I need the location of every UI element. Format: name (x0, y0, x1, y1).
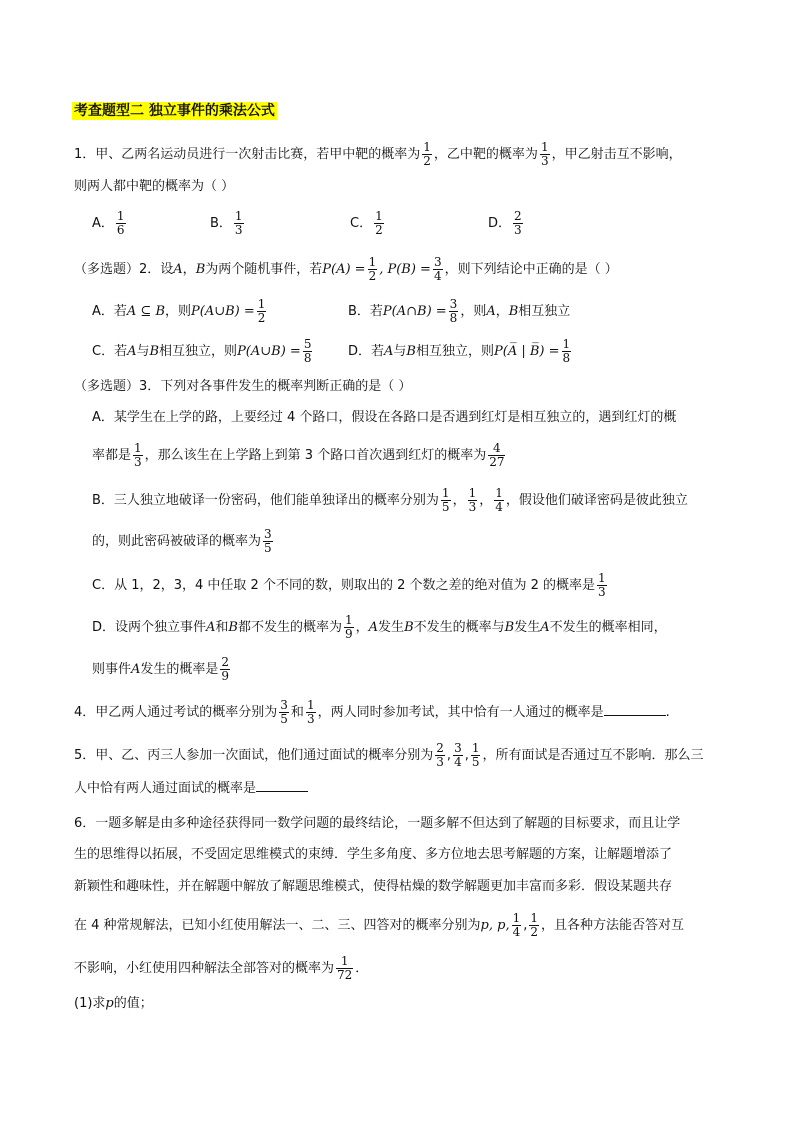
option-label: B．若 (348, 304, 383, 319)
q1-text-b: ，乙中靶的概率为 (433, 147, 538, 162)
option-label: B． (210, 216, 232, 231)
denominator: 8 (303, 351, 312, 365)
comma: ， (182, 262, 196, 277)
frac (494, 487, 504, 514)
numerator: 1 (368, 255, 377, 269)
prob-expr: P(A∩B) = (382, 304, 447, 319)
denominator: 8 (449, 311, 458, 325)
frac (303, 338, 313, 365)
numerator: 3 (454, 741, 462, 755)
denominator: 2 (530, 925, 539, 939)
frac (433, 256, 443, 283)
frac (336, 955, 353, 982)
denominator: 3 (234, 223, 243, 237)
denominator: 3 (134, 455, 142, 469)
numerator: 1 (512, 911, 521, 925)
denominator: 5 (471, 755, 480, 769)
period: . (665, 705, 670, 720)
numerator: 2 (221, 655, 230, 669)
text: 5．甲、乙、丙三人参加一次面试，他们通过面试的概率分别为 (74, 748, 434, 763)
frac (562, 338, 572, 365)
denominator: 5 (441, 500, 450, 514)
text: 则事件 (92, 662, 132, 677)
numerator: 1 (441, 486, 450, 500)
frac (449, 298, 459, 325)
text: 在 4 种常规解法，已知小红使用解法一、二、三、四答对的概率分别为 (74, 918, 481, 933)
event-a: A (384, 344, 394, 359)
numerator: 1 (336, 955, 353, 969)
frac (306, 699, 316, 726)
option-label: C． (350, 216, 373, 231)
frac (257, 298, 267, 325)
and: 和 (290, 705, 304, 720)
numerator: 1 (540, 140, 549, 154)
q1-text-c: ，甲乙射击互不影响， (551, 147, 682, 162)
comma: ， (355, 620, 369, 635)
text: ，两人同时参加考试，其中恰有一人通过的概率是 (317, 705, 604, 720)
frac (468, 487, 478, 514)
frac (344, 614, 354, 641)
text: (1)求 (74, 996, 106, 1011)
denominator: 5 (280, 712, 288, 726)
text: 发生 (378, 620, 405, 635)
denominator: 3 (598, 585, 606, 599)
and: 与 (136, 344, 150, 359)
option-label: A． (92, 216, 114, 231)
q2-stem-c: ，则下列结论中正确的是（ ） (444, 262, 618, 277)
subset-expr: A ⊆ B (126, 304, 166, 319)
numerator: 3 (280, 698, 288, 712)
sep: ， (479, 493, 493, 508)
prob-b: , P(B) = (379, 262, 431, 277)
then: ，则 (460, 304, 487, 319)
numerator: 3 (264, 527, 272, 541)
sep: ， (452, 493, 466, 508)
q1-frac-2 (540, 141, 550, 168)
q2-stem (74, 256, 618, 283)
frac (453, 742, 463, 769)
comma: ， (495, 304, 509, 319)
text: 率都是 (92, 448, 132, 463)
q1-text-a: 1．甲、乙两名运动员进行一次射击比赛，若甲中靶的概率为 (74, 147, 421, 162)
numerator: 1 (116, 209, 125, 223)
option-label: C．若 (92, 344, 128, 359)
event-a: A (368, 620, 379, 635)
p-expr: p, p, (480, 918, 510, 933)
numerator: 1 (375, 209, 383, 223)
text: D．设两个独立事件 (92, 620, 207, 635)
event-a: A (127, 344, 137, 359)
option-label: A．若 (92, 304, 127, 319)
q3-option-c (92, 572, 609, 599)
q1-option-c (350, 210, 386, 237)
frac (263, 528, 273, 555)
frac (471, 742, 481, 769)
denominator: 8 (562, 351, 571, 365)
section-title: 考查题型二 独立事件的乘法公式 (74, 103, 275, 119)
numerator: 3 (449, 297, 458, 311)
denominator: 5 (264, 541, 272, 555)
text: 发生的概率是 (140, 662, 219, 677)
q2-option-a (92, 298, 268, 325)
denominator: 9 (221, 669, 230, 683)
numerator: 1 (562, 337, 571, 351)
numerator: 1 (306, 698, 315, 712)
option-frac (374, 210, 384, 237)
text: 都不发生的概率为 (237, 620, 342, 635)
denominator: 27 (489, 455, 505, 469)
event-b: B (149, 344, 160, 359)
text: C．从 1，2，3，4 中任取 2 个不同的数，则取出的 2 个数之差的绝对值为 2 的概率是 (92, 578, 596, 593)
denominator: 3 (436, 755, 444, 769)
event-b: B (228, 620, 238, 635)
text: ，所有面试是否通过互不影响．那么三 (482, 748, 704, 763)
numerator: 5 (303, 337, 312, 351)
denominator: 6 (116, 223, 125, 237)
frac (488, 442, 505, 469)
frac (529, 912, 539, 939)
frac (368, 256, 378, 283)
event-a: A (486, 304, 496, 319)
event-a: A (206, 620, 216, 635)
q6-line2: 生的思维得以拓展，不受固定思维模式的束缚．学生多角度、多方位地去思考解题的方案，让解题增添了 (74, 847, 673, 862)
event-b: B (404, 620, 414, 635)
and: 和 (215, 620, 229, 635)
q3-stem: （多选题）3．下列对各事件发生的概率判断正确的是（ ） (74, 379, 412, 394)
q1-line1 (74, 141, 682, 168)
q1-option-a (92, 210, 128, 237)
numerator: 1 (134, 441, 142, 455)
frac (220, 656, 230, 683)
q4 (74, 699, 670, 726)
text: 的，则此密码被破译的概率为 (92, 534, 262, 549)
text: ． (355, 961, 369, 976)
q2-option-d (348, 338, 573, 365)
prob-expr: P(A̅ | B̅) = (494, 344, 560, 359)
denominator: 3 (540, 154, 549, 168)
prob-a: P(A) = (322, 262, 366, 277)
frac (279, 699, 289, 726)
frac (597, 572, 607, 599)
event-b: B (195, 262, 206, 277)
frac (512, 912, 522, 939)
q1-frac-1 (422, 141, 432, 168)
numerator: 2 (514, 209, 522, 223)
event-a: A (540, 620, 550, 635)
text: ，那么该生在上学路上到第 3 个路口首次遇到红灯的概率为 (144, 448, 487, 463)
denominator: 4 (454, 755, 462, 769)
option-frac (513, 210, 523, 237)
numerator: 4 (488, 442, 505, 456)
option-label: D． (488, 216, 512, 231)
answer-blank[interactable] (604, 703, 666, 716)
text: 不发生的概率与 (413, 620, 505, 635)
text: 人中恰有两人通过面试的概率是 (74, 781, 257, 796)
denominator: 2 (257, 311, 266, 325)
then: ，则 (165, 304, 192, 319)
text: B．三人独立地破译一份密码，他们能单独译出的概率分别为 (92, 493, 439, 508)
numerator: 1 (468, 486, 477, 500)
numerator: 1 (495, 486, 503, 500)
q2-stem-b: 为两个随机事件，若 (205, 262, 323, 277)
denominator: 2 (375, 223, 383, 237)
q2-stem-a: （多选题）2．设 (74, 262, 174, 277)
event-b: B (406, 344, 416, 359)
option-frac (234, 210, 244, 237)
text: ，假设他们破译密码是彼此独立 (505, 493, 688, 508)
q5-line1: 5．甲、乙、丙三人参加一次面试，他们通过面试的概率分别为 $\frac{2}{3}$ , $\frac{3}{4}$ , $\frac{1}{5}$ ，所有面试是否通过互不影响．那么三 (74, 741, 704, 769)
event-a: A (131, 662, 141, 677)
denominator: 4 (433, 269, 442, 283)
q3-option-b-line2 (92, 528, 275, 555)
denominator: 9 (345, 627, 353, 641)
denominator: 2 (423, 154, 431, 168)
numerator: 1 (530, 911, 539, 925)
numerator: 2 (436, 741, 444, 755)
q3-option-d-line2 (92, 656, 232, 683)
q2-option-c (92, 338, 314, 365)
numerator: 1 (345, 613, 353, 627)
text: 4．甲乙两人通过考试的概率分别为 (74, 705, 278, 720)
text: ，且各种方法能否答对互 (541, 918, 685, 933)
q6-line5 (74, 955, 368, 982)
text: 不发生的概率相同， (549, 620, 667, 635)
frac (435, 742, 445, 769)
q2-option-b (348, 298, 570, 325)
event-b: B (508, 304, 519, 319)
denominator: 4 (512, 925, 521, 939)
numerator: 1 (598, 571, 606, 585)
numerator: 1 (257, 297, 266, 311)
denominator: 3 (468, 500, 477, 514)
denominator: 2 (368, 269, 377, 283)
answer-blank[interactable] (256, 779, 308, 792)
denominator: 4 (495, 500, 503, 514)
prob-expr: P(A∪B) = (237, 344, 301, 359)
q3-option-a-line1: A．某学生在上学的路，上要经过 4 个路口，假设在各路口是否遇到红灯是相互独立的，遇到红灯的概 (92, 410, 677, 425)
denominator: 3 (514, 223, 522, 237)
mid: 相互独立，则 (415, 344, 494, 359)
numerator: 3 (433, 255, 442, 269)
q6-line3: 新颖性和趣味性，并在解题中解放了解题思维模式，使得枯燥的数学解题更加丰富而多彩．假设某题共存 (74, 879, 673, 894)
denominator: 3 (306, 712, 315, 726)
p-var: p (105, 996, 114, 1011)
option-frac (116, 210, 126, 237)
q1-line2: 则两人都中靶的概率为（ ） (74, 179, 235, 194)
prob-expr: P(A∪B) = (191, 304, 255, 319)
q5-line2 (74, 779, 308, 798)
numerator: 1 (471, 741, 480, 755)
event-a: A (173, 262, 183, 277)
q6-line4: 在 4 种常规解法，已知小红使用解法一、二、三、四答对的概率分别为p, p, $\frac{1}{4}$ , $\frac{1}{2}$ ，且各种方法能否答对互 (74, 911, 685, 939)
frac (133, 442, 143, 469)
option-label: D．若 (348, 344, 385, 359)
mid: 相互独立，则 (159, 344, 238, 359)
and: 与 (393, 344, 407, 359)
q3-option-d-line1 (92, 614, 667, 641)
tail: 相互独立 (518, 304, 571, 319)
q3-option-b-line1 (92, 487, 688, 514)
q6-sub1 (74, 995, 153, 1013)
q3-option-a-line2 (92, 442, 507, 469)
denominator: 72 (337, 968, 353, 982)
q6-line1: 6．一题多解是由多种途径获得同一数学问题的最终结论，一题多解不但达到了解题的目标要求，而且让学 (74, 816, 681, 831)
text: 发生 (514, 620, 541, 635)
q1-option-b (210, 210, 246, 237)
numerator: 1 (234, 209, 243, 223)
frac (441, 487, 451, 514)
text: 的值； (113, 996, 153, 1011)
numerator: 1 (423, 140, 431, 154)
text: 不影响，小红使用四种解法全部答对的概率为 (74, 961, 335, 976)
q1-option-d (488, 210, 525, 237)
event-b: B (504, 620, 515, 635)
